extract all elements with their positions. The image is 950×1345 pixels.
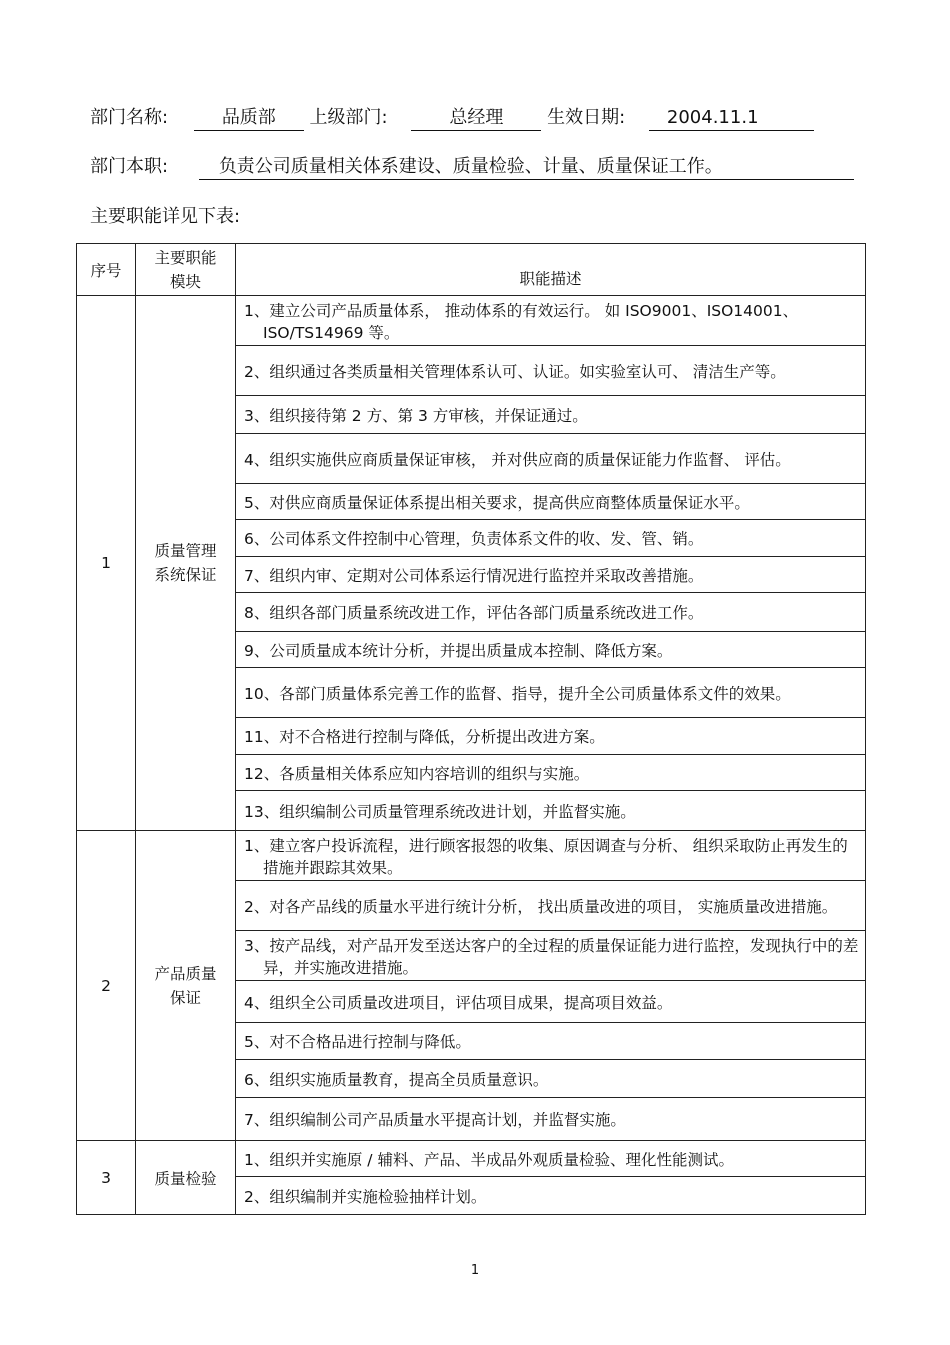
function-item: 9、公司质量成本统计分析，并提出质量成本控制、降低方案。: [236, 632, 866, 668]
function-item: 1、组织并实施原 / 辅料、产品、半成品外观质量检验、理化性能测试。: [236, 1141, 866, 1177]
group-module: 质量检验: [136, 1141, 236, 1215]
function-item: 6、组织实施质量教育，提高全员质量意识。: [236, 1060, 866, 1098]
function-item: 7、组织编制公司产品质量水平提高计划，并监督实施。: [236, 1098, 866, 1141]
function-item: 7、组织内审、定期对公司体系运行情况进行监控并采取改善措施。: [236, 557, 866, 593]
page-number: 1: [470, 1263, 480, 1278]
dept-name-value: 品质部: [194, 106, 304, 131]
superior-value: 总经理: [411, 106, 541, 131]
function-item: 3、组织接待第 2 方、第 3 方审核，并保证通过。: [236, 396, 866, 434]
function-item: 6、公司体系文件控制中心管理，负责体系文件的收、发、管、销。: [236, 520, 866, 557]
function-item: 4、组织实施供应商质量保证审核， 并对供应商的质量保证能力作监督、 评估。: [236, 434, 866, 484]
function-item: 2、组织编制并实施检验抽样计划。: [236, 1177, 866, 1215]
duty-label: 部门本职:: [90, 156, 169, 177]
function-item: 1、建立客户投诉流程，进行顾客报怨的收集、原因调查与分析、 组织采取防止再发生的措施并跟踪其效果。: [236, 831, 866, 881]
dept-info-line: [90, 106, 814, 131]
header-description: 职能描述: [236, 244, 866, 296]
function-item: 2、对各产品线的质量水平进行统计分析， 找出质量改进的项目， 实施质量改进措施。: [236, 881, 866, 931]
header-no: 序号: [77, 244, 136, 296]
functions-table: [76, 243, 866, 1215]
group-module: 质量管理 系统保证: [136, 296, 236, 831]
table-row: [77, 296, 866, 346]
group-no: 3: [77, 1141, 136, 1215]
function-item: 4、组织全公司质量改进项目，评估项目成果，提高项目效益。: [236, 981, 866, 1023]
group-no: 2: [77, 831, 136, 1141]
effective-date-label: 生效日期:: [547, 107, 626, 128]
function-item: 5、对不合格品进行控制与降低。: [236, 1023, 866, 1060]
function-item: 11、对不合格进行控制与降低，分析提出改进方案。: [236, 718, 866, 755]
function-item: 5、对供应商质量保证体系提出相关要求，提高供应商整体质量保证水平。: [236, 484, 866, 520]
dept-duty-line: [90, 155, 854, 180]
table-header-row: [77, 244, 866, 296]
table-row: [77, 831, 866, 881]
function-item: 10、各部门质量体系完善工作的监督、指导，提升全公司质量体系文件的效果。: [236, 668, 866, 718]
table-intro: 主要职能详见下表:: [90, 206, 241, 227]
table-row: [77, 1141, 866, 1177]
duty-value: 负责公司质量相关体系建设、质量检验、计量、质量保证工作。: [199, 155, 854, 180]
function-item: 13、组织编制公司质量管理系统改进计划，并监督实施。: [236, 791, 866, 831]
header-module: 主要职能 模块: [136, 244, 236, 296]
effective-date-value: 2004.11.1: [649, 106, 814, 131]
group-module: 产品质量 保证: [136, 831, 236, 1141]
function-item: 12、各质量相关体系应知内容培训的组织与实施。: [236, 755, 866, 791]
dept-name-label: 部门名称:: [90, 107, 169, 128]
function-item: 3、按产品线，对产品开发至送达客户的全过程的质量保证能力进行监控，发现执行中的差异，并实施改进措施。: [236, 931, 866, 981]
function-item: 8、组织各部门质量系统改进工作，评估各部门质量系统改进工作。: [236, 593, 866, 632]
group-no: 1: [77, 296, 136, 831]
superior-label: 上级部门:: [309, 107, 388, 128]
function-item: 1、建立公司产品质量体系， 推动体系的有效运行。 如 ISO9001、ISO14001、ISO/TS14969 等。: [236, 296, 866, 346]
function-item: 2、组织通过各类质量相关管理体系认可、认证。如实验室认可、 清洁生产等。: [236, 346, 866, 396]
